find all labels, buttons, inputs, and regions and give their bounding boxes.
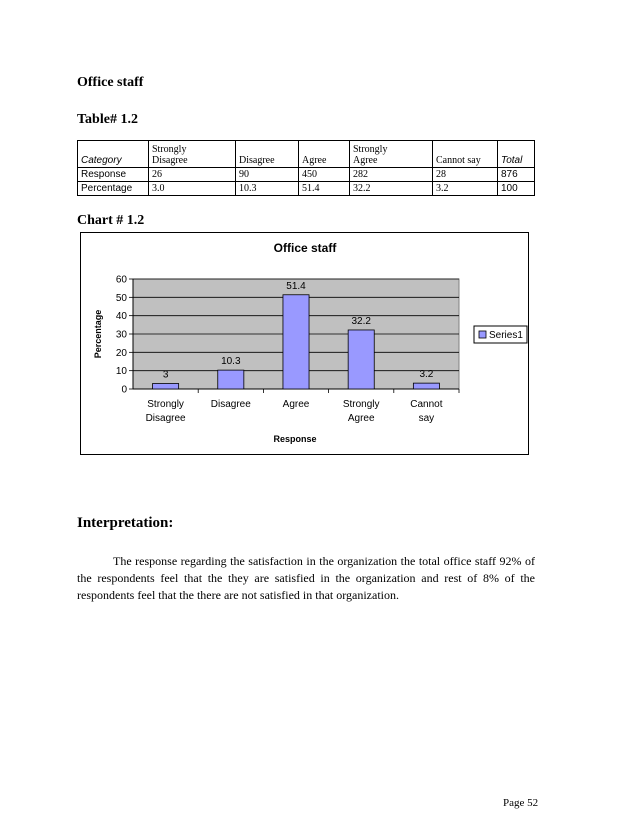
- y-tick-label: 50: [115, 292, 127, 304]
- header-total: Total: [498, 141, 535, 168]
- y-tick-label: 10: [115, 366, 127, 378]
- x-tick-label: Strongly: [147, 399, 184, 410]
- table-cell: 450: [299, 168, 350, 182]
- table-row: [78, 182, 535, 196]
- data-label: 51.4: [286, 280, 306, 292]
- interpretation-text: The response regarding the satisfaction in the organization the total office staff 92% of the respondents feel that the they are satisfied in the organization and rest of 8% of the respondents feel that the there are not satisfied in that organization.: [77, 554, 535, 602]
- chart-title: Office staff: [273, 241, 337, 255]
- header-cannot-say: Cannot say: [433, 141, 498, 168]
- section-title: Office staff: [77, 75, 144, 90]
- table-cell: 26: [149, 168, 236, 182]
- x-tick-label: say: [418, 413, 435, 424]
- data-label: 32.2: [351, 315, 371, 327]
- table-cell: 10.3: [236, 182, 299, 196]
- header-disagree: Disagree: [236, 141, 299, 168]
- table-cell: 282: [350, 168, 433, 182]
- data-label: 3: [162, 369, 169, 381]
- x-tick-label: Agree: [282, 399, 310, 410]
- x-tick-label: Agree: [347, 413, 375, 424]
- chart-frame: [80, 232, 529, 455]
- data-label: 10.3: [221, 356, 241, 368]
- chart-caption: Chart # 1.2: [77, 213, 145, 228]
- x-tick-label: Disagree: [145, 413, 186, 424]
- row-label: Percentage: [78, 182, 149, 196]
- row-label: Response: [78, 168, 149, 182]
- table-cell: 28: [433, 168, 498, 182]
- data-label: 3.2: [419, 369, 434, 381]
- plot-area: [116, 275, 459, 425]
- bar: [283, 295, 309, 389]
- table-cell: 3.2: [433, 182, 498, 196]
- x-tick-label: Disagree: [210, 399, 251, 410]
- header-agree: Agree: [299, 141, 350, 168]
- table-cell: 3.0: [149, 182, 236, 196]
- y-tick-label: 0: [121, 384, 127, 396]
- y-tick-label: 40: [115, 311, 127, 323]
- legend-label: Series1: [489, 330, 523, 341]
- table-cell: 32.2: [350, 182, 433, 196]
- table-cell: 100: [498, 182, 535, 196]
- page-number: Page 52: [503, 797, 539, 809]
- y-tick-label: 30: [115, 329, 127, 341]
- table-row: [78, 168, 535, 182]
- x-tick-label: Cannot: [410, 399, 443, 410]
- bar: [413, 383, 439, 389]
- table-header-row: [78, 141, 535, 168]
- bar: [218, 370, 244, 389]
- table-cell: 51.4: [299, 182, 350, 196]
- y-tick-label: 60: [115, 274, 127, 286]
- table-cell: 90: [236, 168, 299, 182]
- interpretation-paragraph: [77, 553, 535, 604]
- header-category: Category: [78, 141, 149, 168]
- header-strongly-disagree: Strongly Disagree: [149, 141, 236, 168]
- y-tick-label: 20: [115, 347, 127, 359]
- legend-swatch: [479, 331, 486, 338]
- bar: [153, 384, 179, 390]
- interpretation-title: Interpretation:: [77, 515, 174, 531]
- header-strongly-agree: Strongly Agree: [350, 141, 433, 168]
- y-axis-label: Percentage: [93, 309, 103, 359]
- legend: [474, 326, 527, 343]
- table-title: Table# 1.2: [77, 112, 138, 127]
- table-cell: 876: [498, 168, 535, 182]
- bar-chart: [81, 233, 530, 456]
- x-tick-label: Strongly: [342, 399, 380, 410]
- bar: [348, 330, 374, 389]
- response-table: [77, 140, 535, 196]
- x-axis-label: Response: [273, 434, 317, 444]
